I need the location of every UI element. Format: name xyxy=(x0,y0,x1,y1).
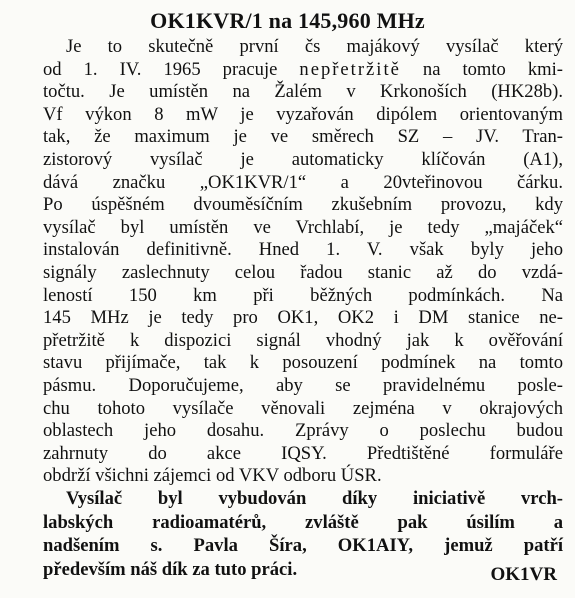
acknowledgement-paragraph xyxy=(43,487,563,581)
acknowledgement-line: labských radioamatérů, zvláště pak úsilím a xyxy=(43,511,563,533)
body-line: leností 150 km při běžných podmínkách. Na xyxy=(43,284,563,306)
body-line: obdrží všichni zájemci od VKV odboru ÚSR. xyxy=(43,465,382,487)
acknowledgement-line: nadšením s. Pavla Šíra, OK1AIY, jemuž patří xyxy=(43,535,563,556)
body-line: Vf výkon 8 mW je vyzařován dipólem orientovaným xyxy=(43,103,563,125)
body-line xyxy=(43,59,563,82)
body-line: pásmu. Doporučujeme, aby se pravidelnému posle- xyxy=(43,374,563,396)
body-line: přetržitě k dispozici signál vhodný jak k ověřování xyxy=(43,329,563,351)
body-line-segment: na tomto kmi- xyxy=(400,58,563,80)
body-line: 145 MHz je tedy pro OK1, OK2 i DM stanice ne- xyxy=(43,307,563,329)
body-line: zistorový vysílač je automaticky klíčován (A1), xyxy=(43,148,563,170)
body-line: chu tohoto vysílače věnovali zejména v okrajových xyxy=(43,397,563,419)
spaced-emphasis: nepřetržitě xyxy=(299,58,401,80)
article-title: OK1KVR/1 na 145,960 MHz xyxy=(150,8,425,33)
body-line: dává značku „OK1KVR/1“ a 20vteřinovou čárku. xyxy=(43,171,563,193)
body-line: zahrnuty do akce IQSY. Předtištěné formuláře xyxy=(43,442,563,464)
body-line: točtu. Je umístěn na Žalém v Krkonoších (HK28b). xyxy=(43,81,563,103)
body-line: signály zaslechnuty celou řadou stanic až do vzdá- xyxy=(43,261,563,283)
article-body xyxy=(43,36,563,488)
body-line: oblastech jeho dosahu. Zprávy o poslechu budou xyxy=(43,420,563,442)
body-line: vysílač byl umístěn ve Vrchlabí, je tedy „majáček“ xyxy=(43,216,563,238)
body-line: tak, že maximum je ve směrech SZ – JV. Tran- xyxy=(43,126,563,148)
body-line: Je to skutečně první čs majákový vysílač který xyxy=(66,36,563,57)
acknowledgement-line: především náš dík za tuto práci. xyxy=(43,558,298,580)
author-signature: OK1VR xyxy=(490,564,557,585)
body-line: instalován definitivně. Hned 1. V. však byly jeho xyxy=(43,239,563,261)
body-line: Po úspěšném dvouměsíčním zkušebním provozu, kdy xyxy=(43,194,563,216)
acknowledgement-line: Vysílač byl vybudován díky iniciativě vrch- xyxy=(66,488,563,509)
body-line: stavu přijímače, tak k posouzení podmínek na tomto xyxy=(43,352,563,374)
body-line-segment: od 1. IV. 1965 pracuje xyxy=(43,58,300,80)
